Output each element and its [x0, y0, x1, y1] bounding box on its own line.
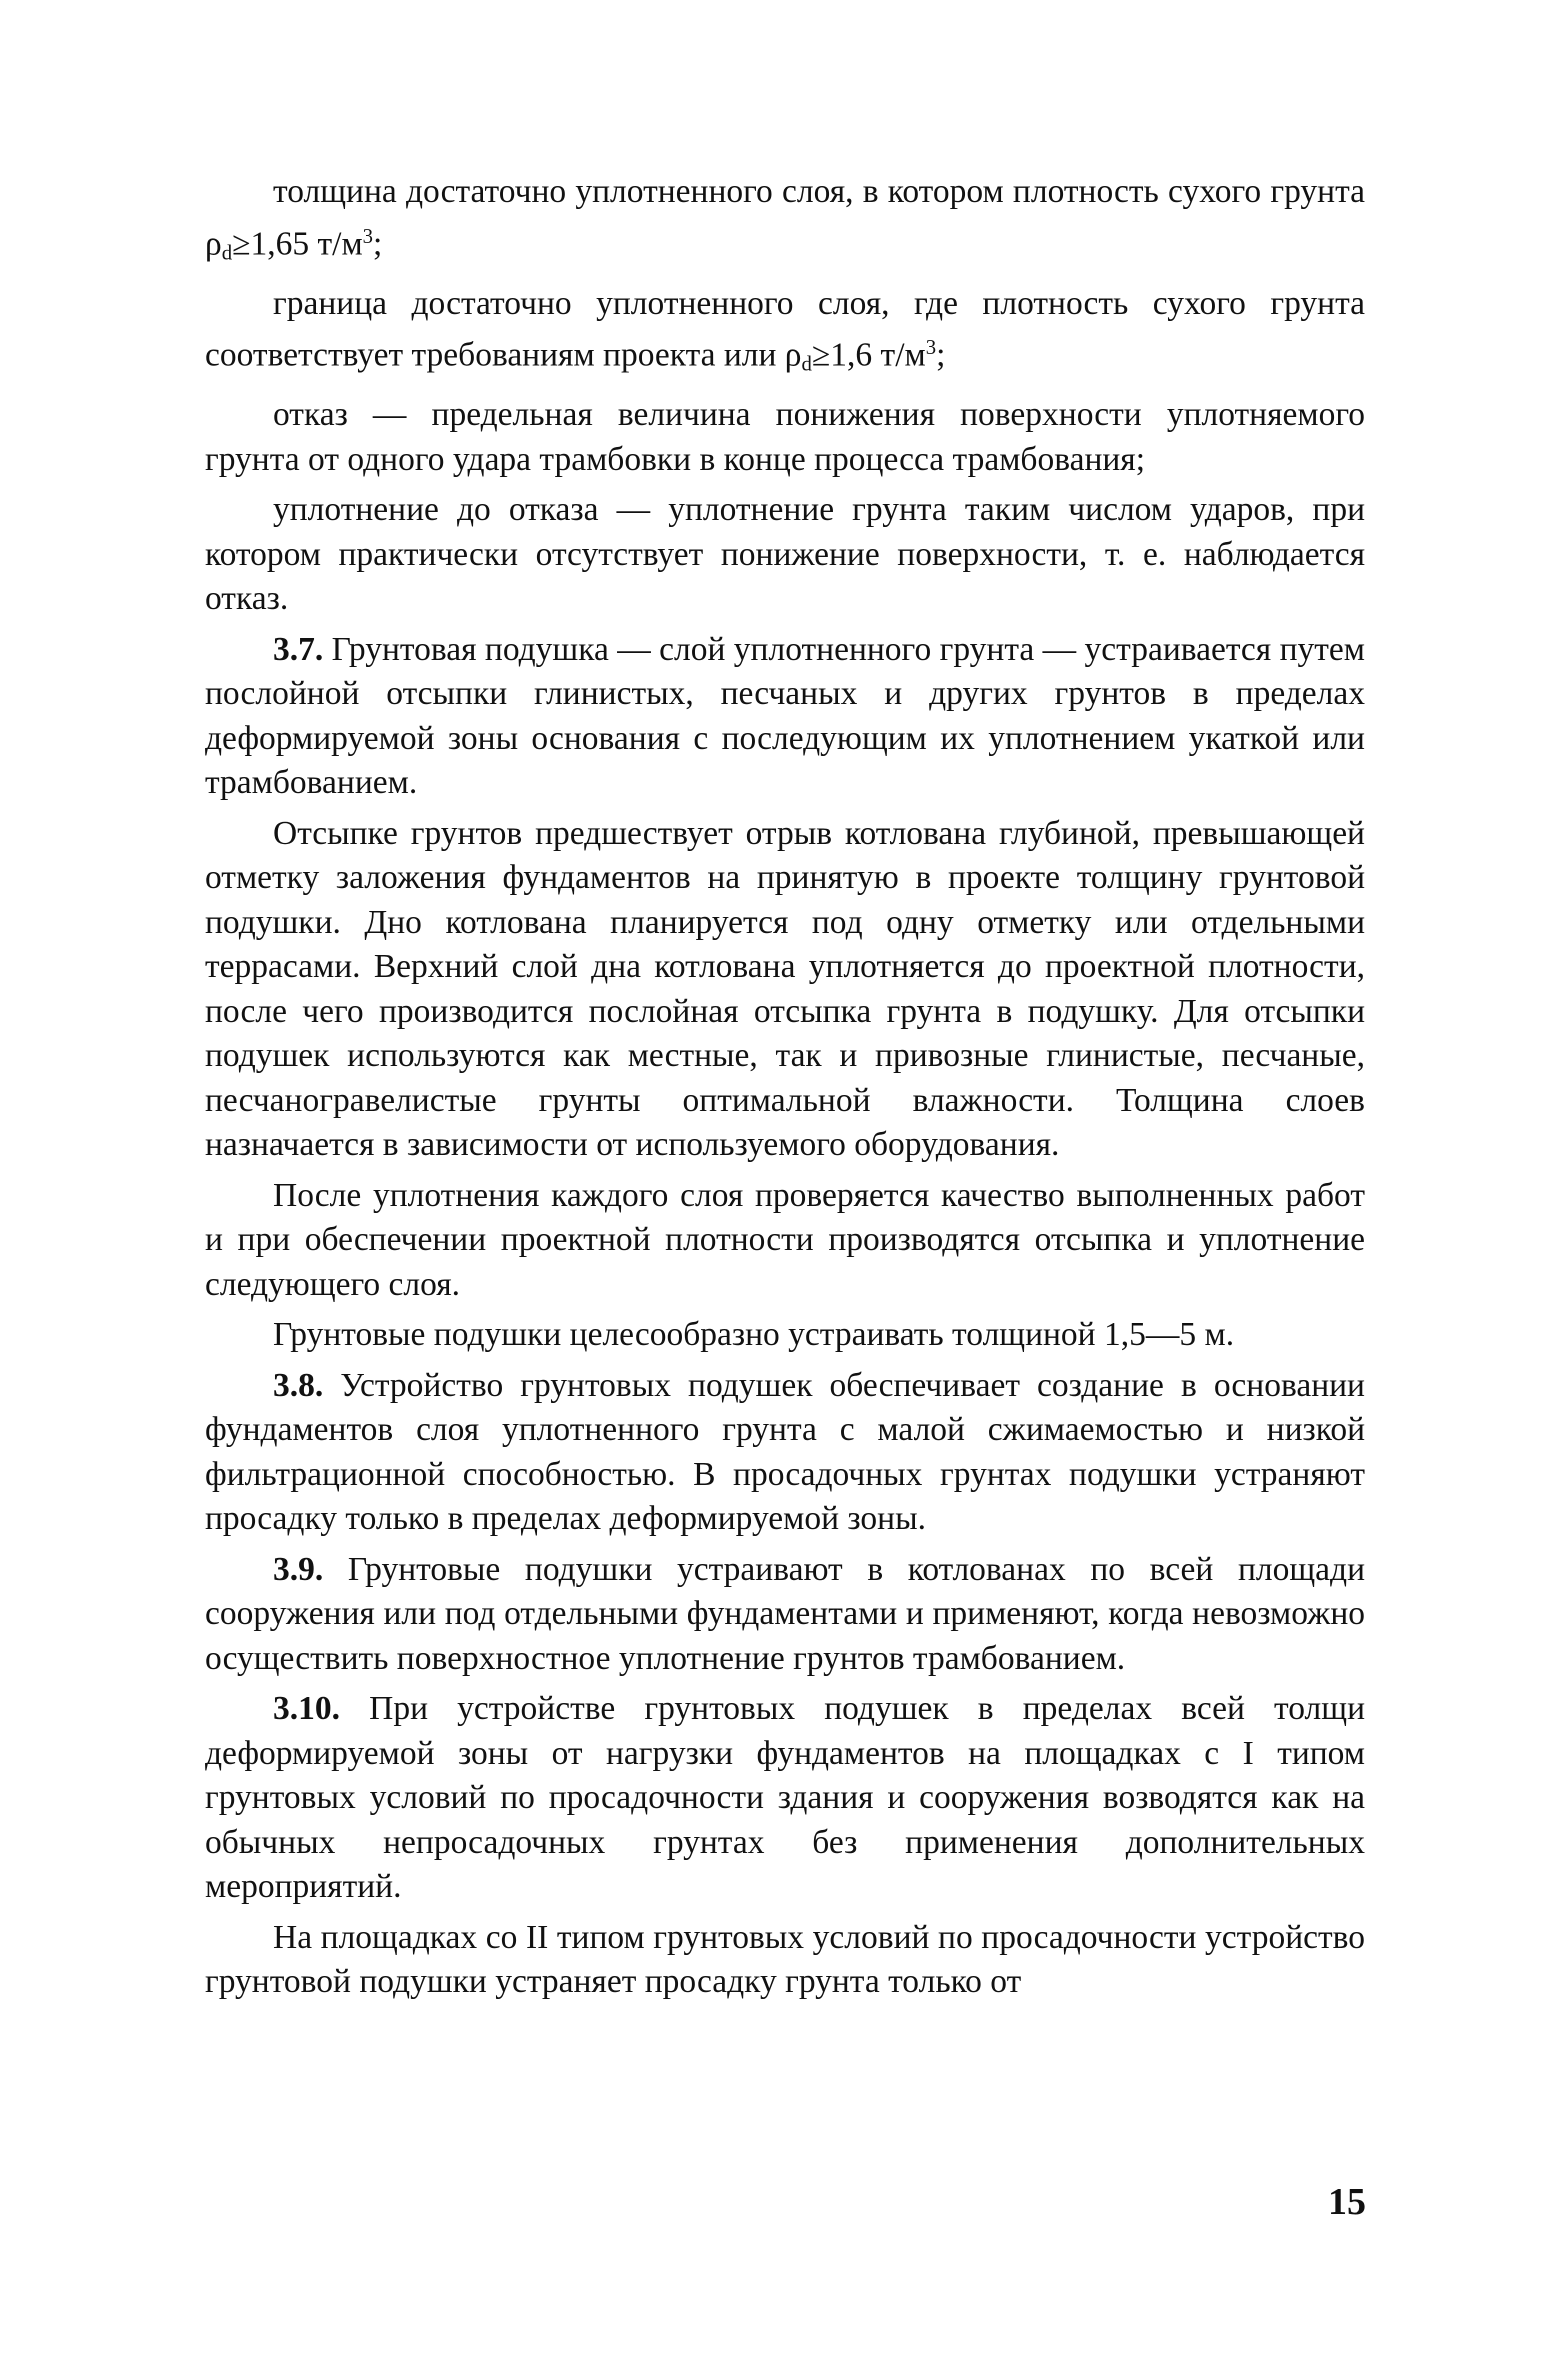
paragraph-compaction-to-refusal: уплотнение до отказа — уплотнение грунта таким числом ударов, при котором практически отсутствует понижение поверхности, т. е. наблюдается отказ. — [205, 491, 1365, 618]
section-number: 3.8. — [273, 1366, 324, 1404]
paragraph-section-3-8 — [205, 1364, 1365, 1542]
text-fragment: ; — [373, 224, 383, 262]
text-fragment: ≥1,6 т/м — [811, 336, 926, 374]
section-text: Грунтовая подушка — слой уплотненного грунта — устраивается путем послойной отсыпки глинистых, песчаных и других грунтов в пределах деформируемой зоны основания с последующим их уплотнением укаткой или трамбованием. — [205, 630, 1365, 802]
paragraph-dense-layer-thickness — [205, 170, 1365, 276]
paragraph-section-3-10 — [205, 1687, 1365, 1910]
document-page — [205, 170, 1365, 2011]
page-number: 15 — [1328, 2181, 1366, 2223]
paragraph-type-ii-conditions: На площадках со II типом грунтовых условий по просадочности устройство грунтовой подушки устраняет просадку грунта только от — [205, 1918, 1365, 2001]
subscript: d — [801, 352, 812, 376]
paragraph-backfill-process: Отсыпке грунтов предшествует отрыв котлована глубиной, превышающей отметку заложения фундаментов на принятую в проекте толщину грунтовой подушки. Дно котлована планируется под одну отметку или отдельными террасами. Верхний слой дна котлована уплотняется до проектной плотности, после чего производится послойная отсыпка грунта в подушку. Для отсыпки подушек используются как местные, так и привозные глинистые, песчаные, песчаногравелистые грунты оптимальной влажности. Толщина слоев назначается в зависимости от используемого оборудования. — [205, 814, 1365, 1164]
section-text: Устройство грунтовых подушек обеспечивает создание в основании фундаментов слоя уплотненного грунта с малой сжимаемостью и низкой фильтрационной способностью. В просадочных грунтах подушки устраняют просадку только в пределах деформируемой зоны. — [205, 1366, 1365, 1538]
text-fragment: толщина достаточно уплотненного слоя, в котором плотность сухого грунта ρ — [205, 173, 1365, 262]
section-text: Грунтовые подушки устраивают в котлованах по всей площади сооружения или под отдельными фундаментами и применяют, когда невозможно осуществить поверхностное уплотнение грунтов трамбованием. — [205, 1550, 1365, 1677]
paragraph-dense-layer-boundary — [205, 282, 1365, 388]
text-fragment: граница достаточно уплотненного слоя, где плотность сухого грунта соответствует требованиям проекта или ρ — [205, 284, 1365, 374]
subscript: d — [221, 241, 233, 265]
section-number: 3.9. — [273, 1550, 324, 1588]
paragraph-section-3-7 — [205, 628, 1365, 806]
paragraph-quality-check: После уплотнения каждого слоя проверяется качество выполненных работ и при обеспечении проектной плотности производятся отсыпка и уплотнение следующего слоя. — [205, 1176, 1365, 1303]
text-fragment: ≥1,65 т/м — [232, 224, 363, 262]
paragraph-cushion-thickness: Грунтовые подушки целесообразно устраивать толщиной 1,5—5 м. — [273, 1316, 1235, 1354]
text-fragment: ; — [936, 336, 946, 374]
superscript: 3 — [925, 336, 937, 360]
section-number: 3.7. — [273, 630, 324, 668]
paragraph-refusal-definition: отказ — предельная величина понижения поверхности уплотняемого грунта от одного удара трамбовки в конце процесса трамбования; — [205, 396, 1365, 478]
superscript: 3 — [362, 224, 374, 248]
section-text: При устройстве грунтовых подушек в пределах всей толщи деформируемой зоны от нагрузки фундаментов на площадках с I типом грунтовых условий по просадочности здания и сооружения возводятся как на обычных непросадочных грунтах без применения дополнительных мероприятий. — [205, 1690, 1365, 1906]
section-number: 3.10. — [273, 1690, 340, 1728]
paragraph-section-3-9 — [205, 1548, 1365, 1682]
